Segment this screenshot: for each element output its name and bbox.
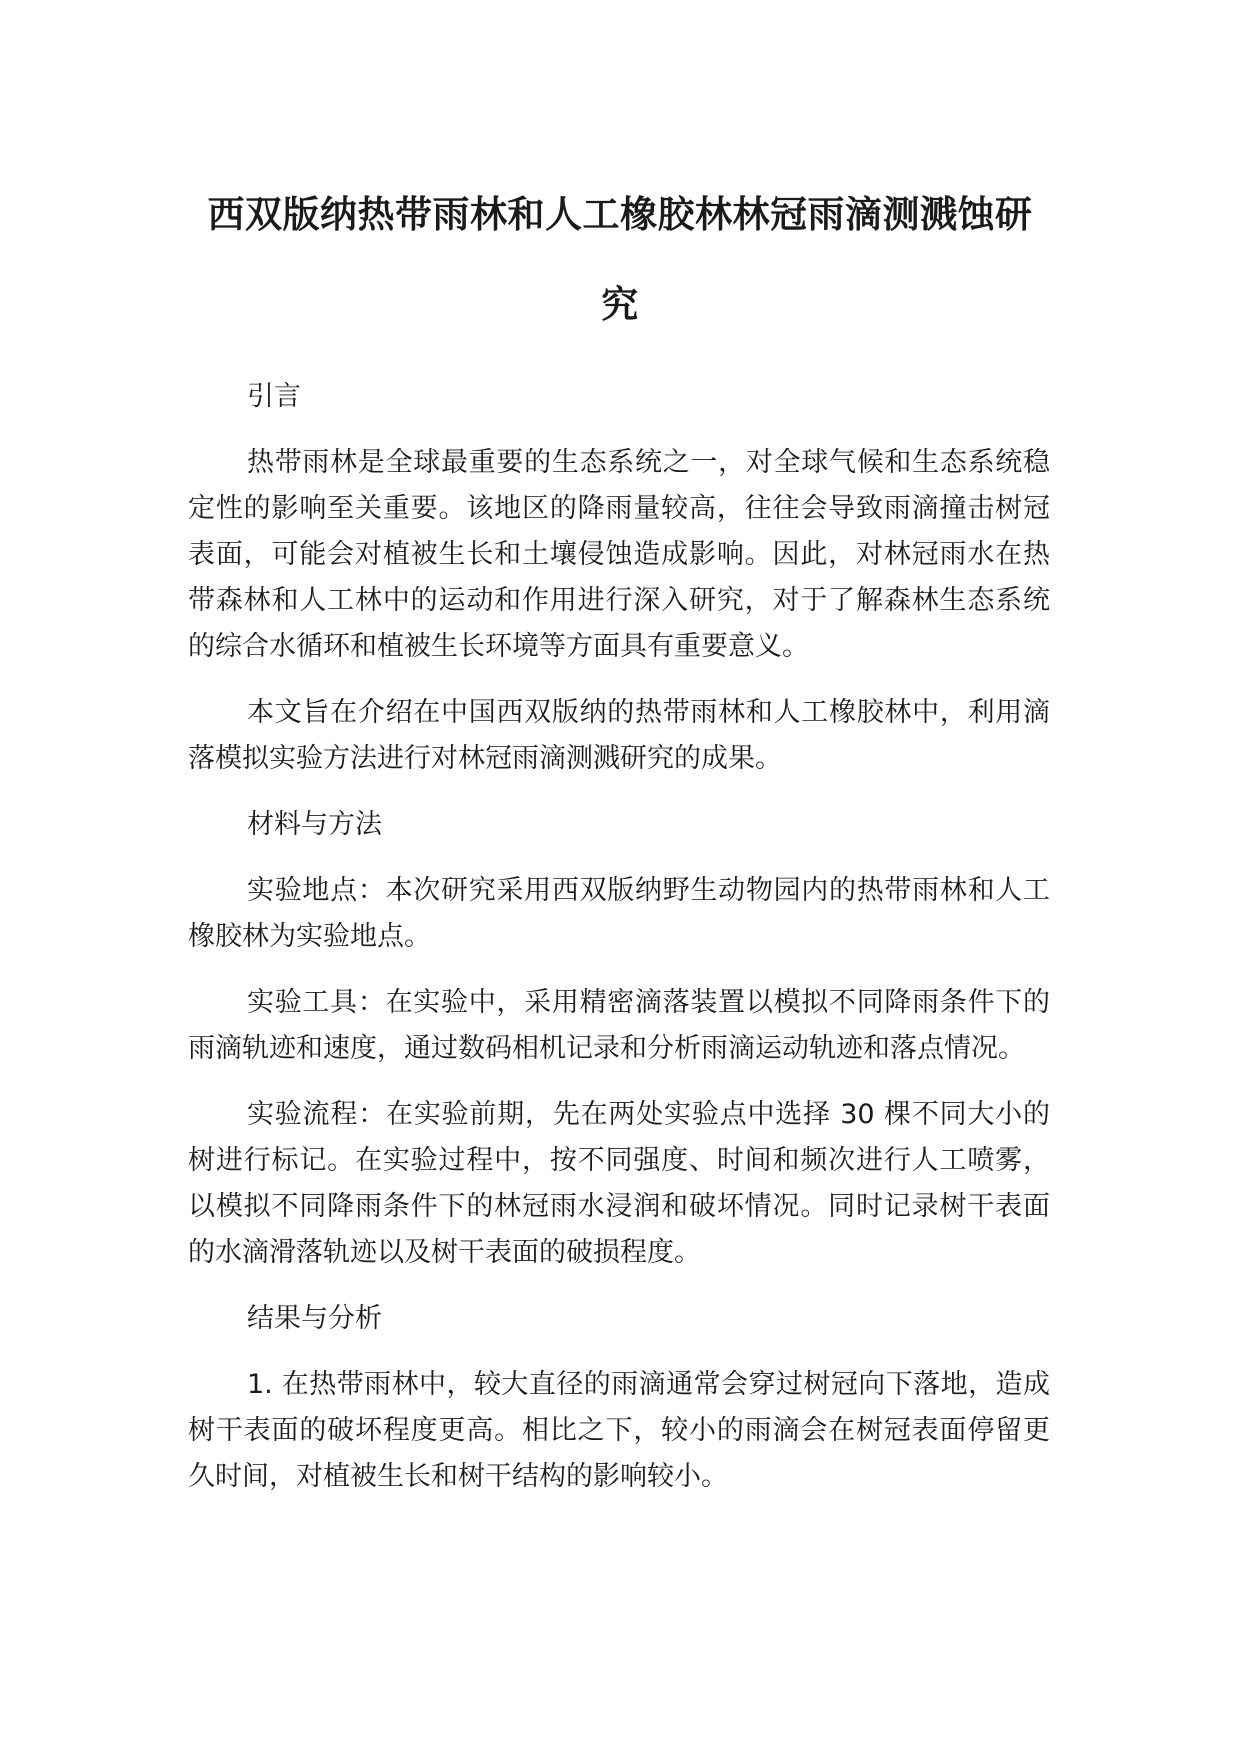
methods-process-paragraph: 实验流程：在实验前期，先在两处实验点中选择 30 棵不同大小的树进行标记。在实验过程中，按不同强度、时间和频次进行人工喷雾，以模拟不同降雨条件下的林冠雨水浸润和破坏情况。同时记录树干表面的水滴滑落轨迹以及树干表面的破损程度。 bbox=[188, 1099, 1050, 1268]
results-paragraph-1: 1. 在热带雨林中，较大直径的雨滴通常会穿过树冠向下落地，造成树干表面的破坏程度更高。相比之下，较小的雨滴会在树冠表面停留更久时间，对植被生长和树干结构的影响较小。 bbox=[188, 1369, 1050, 1492]
introduction-paragraph-2: 本文旨在介绍在中国西双版纳的热带雨林和人工橡胶林中，利用滴落模拟实验方法进行对林冠雨滴测溅研究的成果。 bbox=[188, 697, 1050, 774]
methods-tools-paragraph: 实验工具：在实验中，采用精密滴落装置以模拟不同降雨条件下的雨滴轨迹和速度，通过数码相机记录和分析雨滴运动轨迹和落点情况。 bbox=[188, 987, 1050, 1064]
document-body bbox=[188, 374, 1050, 1520]
methods-site-paragraph: 实验地点：本次研究采用西双版纳野生动物园内的热带雨林和人工橡胶林为实验地点。 bbox=[188, 875, 1050, 952]
introduction-paragraph-1: 热带雨林是全球最重要的生态系统之一，对全球气候和生态系统稳定性的影响至关重要。该地区的降雨量较高，往往会导致雨滴撞击树冠表面，可能会对植被生长和土壤侵蚀造成影响。因此，对林冠雨水在热带森林和人工林中的运动和作用进行深入研究，对于了解森林生态系统的综合水循环和植被生长环境等方面具有重要意义。 bbox=[188, 447, 1050, 662]
section-heading-introduction: 引言 bbox=[247, 381, 301, 412]
document-title: 西双版纳热带雨林和人工橡胶林林冠雨滴测溅蚀研究 bbox=[207, 193, 1033, 326]
section-heading-methods: 材料与方法 bbox=[247, 809, 382, 840]
section-heading-results: 结果与分析 bbox=[247, 1303, 382, 1334]
